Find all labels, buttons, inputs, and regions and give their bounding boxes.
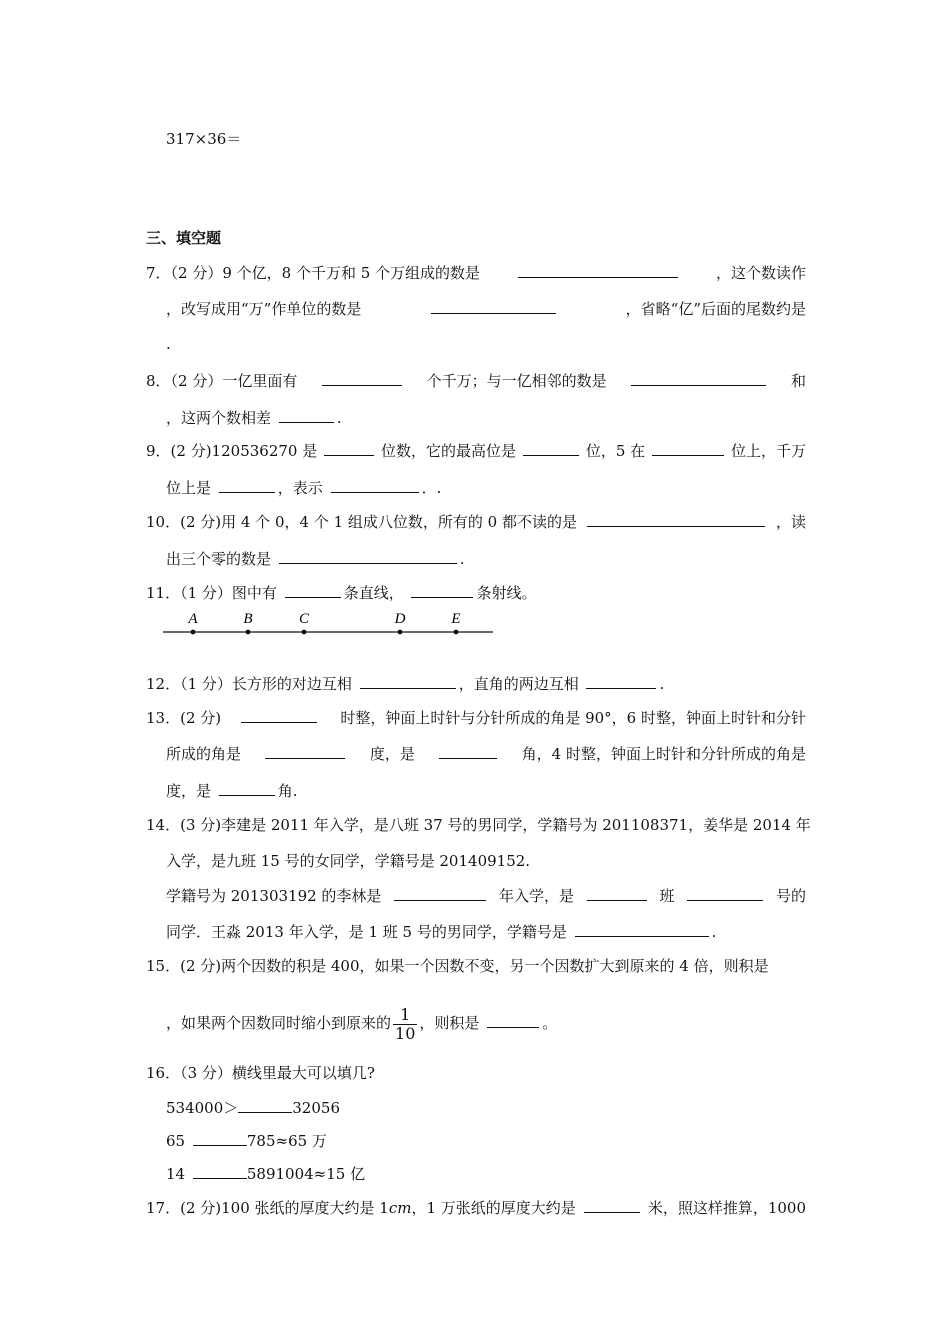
q9-line2	[166, 477, 441, 498]
q14-line1	[146, 815, 811, 835]
q15-blank-1[interactable]	[487, 1012, 539, 1028]
q13-text-f: 度，是	[166, 782, 212, 800]
q14-text-d: 年入学，是	[498, 887, 574, 905]
q9-blank-4[interactable]	[219, 477, 275, 493]
q16-row1-text-a: 534000＞	[166, 1099, 239, 1117]
q13-blank-4[interactable]	[219, 780, 275, 796]
q15-fraction-numerator: 1	[400, 1004, 411, 1024]
q13-text-b: 时整，钟面上时针与分针所成的角是 90°，6 时整，钟面上时针和分针	[340, 709, 806, 727]
q8-text-b: 个千万；与一亿相邻的数是	[426, 372, 607, 390]
q9-text-d: 位上，千万	[730, 442, 806, 460]
q11-text-c: 条射线。	[476, 584, 537, 602]
q10-blank-1[interactable]	[587, 511, 765, 527]
q9-text-c: 位，5 在	[585, 442, 646, 460]
point-e	[450, 611, 460, 634]
q16-blank-1[interactable]	[238, 1097, 292, 1113]
q9-blank-1[interactable]	[324, 440, 374, 456]
q17-unit: cm	[388, 1199, 412, 1217]
q8-line2	[166, 407, 342, 428]
q8-text-e: .	[336, 409, 342, 427]
q15-line2	[166, 1002, 557, 1044]
q7-text-e: .	[166, 335, 171, 353]
point-d-label: D	[394, 611, 406, 627]
q13-blank-3[interactable]	[439, 743, 497, 759]
calc-text: 317×36＝	[166, 130, 242, 148]
q9-text-b: 位数，它的最高位是	[381, 442, 517, 460]
q14-text-f: 号的	[775, 887, 806, 905]
q10-blank-2[interactable]	[279, 548, 457, 564]
q16-row2-text-b: 785≈65 万	[246, 1132, 327, 1150]
q15-fraction	[393, 1006, 417, 1043]
q10-line2	[166, 548, 465, 569]
q14-text-h: .	[711, 923, 717, 941]
q13-blank-1[interactable]	[241, 707, 317, 723]
q14-text-e: 班	[659, 887, 675, 905]
q12-text-a: 12．（1 分）长方形的对边互相	[146, 675, 352, 693]
q12-text-c: .	[659, 675, 665, 693]
q9-text-g: ．.	[421, 479, 442, 497]
q15-text-d: 。	[542, 1014, 558, 1032]
q7-line2	[166, 298, 806, 319]
q13-line2	[166, 743, 806, 764]
point-b-label: B	[243, 611, 253, 627]
q17-blank-1[interactable]	[584, 1197, 640, 1213]
q16-row1-text-b: 32056	[292, 1099, 340, 1117]
q9-text-e: 位上是	[166, 479, 212, 497]
q7-text-d: ，省略“亿”后面的尾数约是	[625, 300, 806, 318]
q15-text-a: 15．(2 分)两个因数的积是 400，如果一个因数不变，另一个因数扩大到原来的 4 倍，则积是	[146, 957, 769, 975]
point-a-label: A	[188, 611, 198, 627]
section-title	[146, 228, 221, 248]
q16-row3-text-a: 14	[166, 1165, 186, 1183]
q9-text-a: 9．(2 分)120536270 是	[146, 442, 318, 460]
q17-text-a: 17．(2 分)100 张纸的厚度大约是 1	[146, 1199, 389, 1217]
point-c-label: C	[298, 611, 310, 627]
q13-line1	[146, 707, 806, 728]
q16-blank-2[interactable]	[193, 1130, 247, 1146]
point-b	[243, 611, 252, 634]
q12-blank-1[interactable]	[360, 673, 456, 689]
q7-text-c: ，改写成用“万”作单位的数是	[166, 300, 362, 318]
q8-text-a: 8．（2 分）一亿里面有	[146, 372, 298, 390]
q16-row2	[166, 1130, 327, 1151]
q13-text-d: 度，是	[369, 745, 415, 763]
q14-blank-2[interactable]	[587, 885, 647, 901]
q12-text-b: ，直角的两边互相	[458, 675, 579, 693]
q14-line3	[166, 885, 806, 906]
q11-text-b: 条直线，	[343, 584, 404, 602]
q10-text-b: ，读	[775, 513, 806, 531]
q7-line3	[166, 334, 171, 354]
q16-row3-text-b: 5891004≈15 亿	[246, 1165, 366, 1183]
q13-text-c: 所成的角是	[166, 745, 242, 763]
q12-blank-2[interactable]	[586, 673, 656, 689]
q16-row2-text-a: 65	[166, 1132, 186, 1150]
q13-blank-2[interactable]	[265, 743, 345, 759]
q11-blank-2[interactable]	[411, 582, 473, 598]
q14-text-g: 同学．王淼 2013 年入学，是 1 班 5 号的男同学，学籍号是	[166, 923, 567, 941]
q11-blank-1[interactable]	[285, 582, 341, 598]
q17-text-c: 米，照这样推算，1000	[647, 1199, 806, 1217]
q9-blank-3[interactable]	[652, 440, 724, 456]
q15-line1	[146, 956, 806, 976]
q10-text-c: 出三个零的数是	[166, 550, 272, 568]
q8-line1	[146, 370, 806, 391]
q8-blank-1[interactable]	[322, 370, 402, 386]
q7-line1	[146, 262, 806, 283]
q17-text-b: ，1 万张纸的厚度大约是	[411, 1199, 576, 1217]
q15-text-c: ，则积是	[419, 1014, 480, 1032]
q13-text-e: 角，4 时整，钟面上时针和分针所成的角是	[521, 745, 806, 763]
q13-line3	[166, 780, 298, 801]
q8-blank-3[interactable]	[279, 407, 334, 423]
q16-blank-3[interactable]	[193, 1163, 247, 1179]
q17-line1	[146, 1197, 806, 1218]
point-a	[187, 611, 198, 634]
point-c	[299, 611, 310, 634]
q10-text-a: 10．(2 分)用 4 个 0，4 个 1 组成八位数，所有的 0 都不读的是	[146, 513, 577, 531]
q9-blank-5[interactable]	[331, 477, 419, 493]
q7-blank-1[interactable]	[518, 262, 678, 278]
q9-line1	[146, 440, 806, 461]
q11-line1	[146, 582, 537, 603]
point-d	[394, 611, 406, 634]
q16-row3	[166, 1163, 365, 1184]
q8-text-c: 和	[790, 372, 806, 390]
q14-line4	[166, 921, 716, 942]
q8-text-d: ，这两个数相差	[166, 409, 272, 427]
q13-text-g: 角.	[277, 782, 298, 800]
q14-text-b: 入学，是九班 15 号的女同学，学籍号是 201409152.	[166, 852, 531, 870]
q14-blank-3[interactable]	[687, 885, 763, 901]
q9-blank-2[interactable]	[523, 440, 579, 456]
q14-text-c: 学籍号为 201303192 的李林是	[166, 887, 382, 905]
q10-line1	[146, 511, 806, 532]
q7-text-b: ，这个数读作	[715, 264, 806, 282]
calc-line	[166, 129, 241, 149]
q16-text-a: 16．（3 分）横线里最大可以填几?	[146, 1064, 375, 1082]
q7-blank-2[interactable]	[431, 298, 556, 314]
q14-blank-1[interactable]	[394, 885, 486, 901]
q15-text-b: ，如果两个因数同时缩小到原来的	[166, 1014, 392, 1032]
q14-line2	[166, 851, 530, 871]
q13-text-a: 13．(2 分)	[146, 709, 222, 727]
q15-fraction-denominator: 10	[395, 1023, 416, 1043]
q9-text-f: ，表示	[277, 479, 323, 497]
q7-text-a: 7．（2 分）9 个亿，8 个千万和 5 个万组成的数是	[146, 264, 481, 282]
q14-blank-4[interactable]	[575, 921, 709, 937]
point-e-label: E	[451, 611, 461, 627]
q16-line1	[146, 1063, 375, 1083]
q16-row1	[166, 1097, 340, 1118]
section-title-text: 三、填空题	[146, 229, 222, 247]
q8-blank-2[interactable]	[631, 370, 766, 386]
q14-text-a: 14．(3 分)李建是 2011 年入学，是八班 37 号的男同学，学籍号为 201108371，姜华是 2014 年	[146, 816, 811, 834]
q11-text-a: 11．（1 分）图中有	[146, 584, 277, 602]
q10-text-d: .	[459, 550, 465, 568]
line-figure	[160, 606, 500, 640]
q12-line1	[146, 673, 664, 694]
